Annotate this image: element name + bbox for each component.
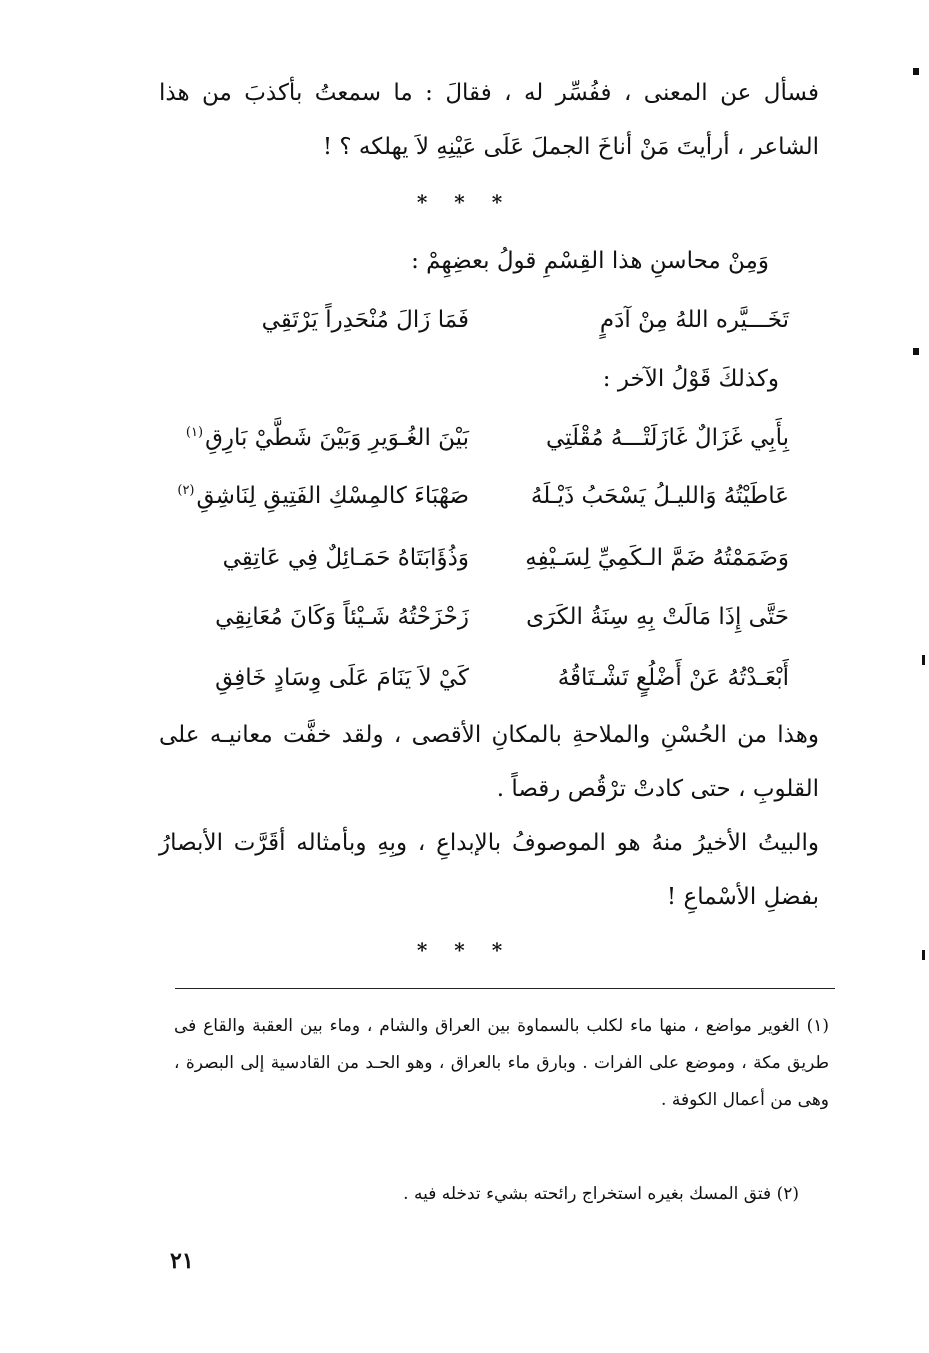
page-number: ٢١: [170, 1248, 194, 1274]
paragraph-3: والبيتُ الأخيرُ منهُ هو الموصوفُ بالإبداعِ ، وبِهِ وبأمثاله أقَرَّت الأبصارُ بفضلِ الأسْماعِ !: [159, 830, 819, 910]
margin-mark: [922, 655, 925, 665]
footnote-reference: (١): [185, 425, 204, 441]
footnote-reference: (٢): [177, 483, 195, 499]
intro-line-2: وكذلكَ قَوْلُ الآخر :: [602, 366, 779, 392]
poem-verse: [159, 658, 789, 698]
verse-second-hemistich: كَيْ لاَ يَنَامَ عَلَى وِسَادٍ خَافِقِ: [215, 665, 469, 691]
poem-verse: [159, 597, 789, 637]
verse-first-hemistich: حَتَّى إِذَا مَالَتْ بِهِ سِنَةُ الكَرَى: [526, 604, 789, 630]
intro-line-1: وَمِنْ محاسنِ هذا القِسْمِ قولُ بعضِهِمْ :: [411, 248, 769, 274]
poem-verse: [159, 538, 789, 578]
verse-second-hemistich: زَحْزَحْتُهُ شَـيْئاً وَكَانَ مُعَانِقِي: [215, 604, 469, 630]
verse-first-hemistich: بِأَبِي غَزَالٌ غَازَلَتْـــهُ مُقْلَتِي: [545, 425, 789, 451]
footnote-1: (١) الغوير مواضع ، منها ماء لكلب بالسماوة بين العراق والشام ، وماء بين العقبة والقاع فى طريق مكة ، وموضع على الفرات . وبارق ماء بالعراق ، وهو الحـد من القادسية إلى البصرة ، وهى من أعمال الكوفة .: [174, 1016, 829, 1110]
poem-verse: [159, 476, 789, 516]
poem-verse: [159, 418, 789, 458]
verse-text: صَهْبَاءَ كالمِسْكِ الفَتِيقِ لِنَاشِقِ: [196, 483, 469, 509]
footnote-2: (٢) فتق المسك بغيره استخراج رائحته بشيء تدخله فيه .: [403, 1184, 799, 1204]
paragraph-2: وهذا من الحُسْنِ والملاحةِ بالمكانِ الأقصى ، ولقد خفَّت معانيـه على القلوبِ ، حتى كادتْ ترْقُص رقصاً .: [159, 722, 819, 802]
paragraph-1: فسأل عن المعنى ، ففُسِّر له ، فقالَ : ما سمعتُ بأكذبَ من هذا الشاعر ، أرأيتَ مَنْ أناخَ الجملَ عَلَى عَيْنِهِ لاَ يهلكه ؟ !: [159, 80, 819, 160]
footnote-divider: [175, 988, 835, 989]
verse-first-hemistich: وَضَمَمْتُهُ ضَمَّ الـكَمِيِّ لِسَـيْفِهِ: [525, 545, 789, 571]
margin-mark: [913, 348, 919, 355]
verse-first-hemistich: تَخَـــيَّره اللهُ مِنْ آدَمٍ: [599, 307, 789, 333]
section-separator: * * *: [416, 190, 513, 214]
verse-first-hemistich: عَاطَيْتُهُ وَالليـلُ يَسْحَبُ ذَيْـلَهُ: [530, 483, 789, 509]
verse-second-hemistich: [159, 483, 469, 509]
verse-text: بَيْنَ الغُـوَيرِ وَبَيْنَ شَطَّيْ بَارِقِ: [205, 425, 469, 451]
verse-second-hemistich: وَذُؤَابَتَاهُ حَمَـائِلٌ فِي عَاتِقِي: [222, 545, 469, 571]
margin-mark: [913, 68, 919, 75]
verse-first-hemistich: أَبْعَـدْتُهُ عَنْ أَضْلُعٍ تَشْـتَاقُهُ: [557, 665, 789, 691]
section-separator: * * *: [416, 938, 513, 962]
verse-second-hemistich: فَمَا زَالَ مُنْحَدِراً يَرْتَقِي: [261, 307, 469, 333]
verse-single: [159, 300, 789, 340]
verse-second-hemistich: [159, 425, 469, 451]
